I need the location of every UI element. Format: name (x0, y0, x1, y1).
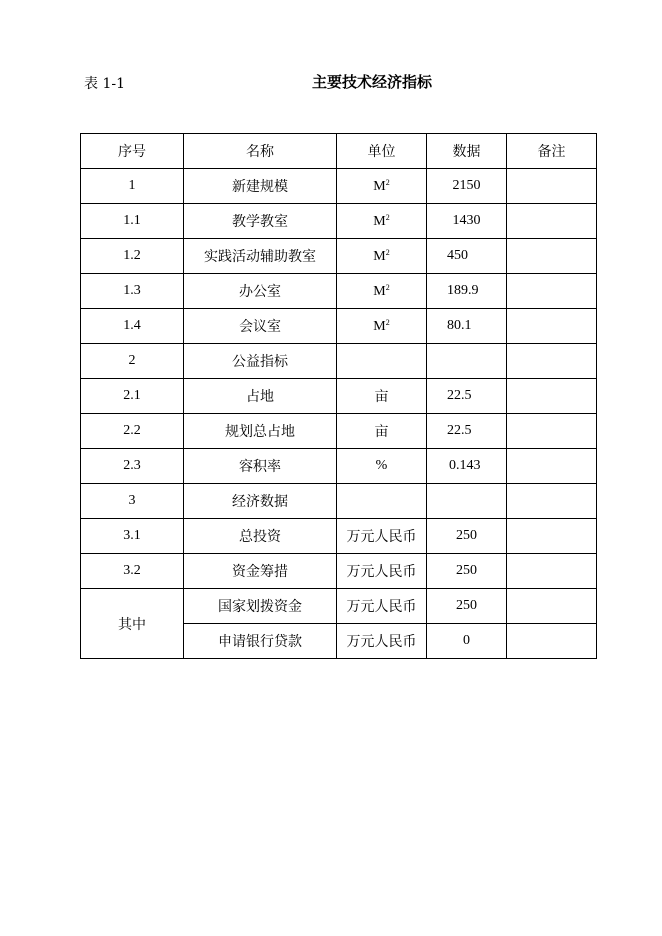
cell-no: 1.3 (81, 274, 184, 309)
cell-note (507, 169, 597, 204)
cell-unit: 亩 (337, 379, 427, 414)
cell-name: 容积率 (184, 449, 337, 484)
header-note: 备注 (507, 134, 597, 169)
header-unit: 单位 (337, 134, 427, 169)
cell-unit (337, 204, 427, 239)
unit-square-meter: $M^2$ (373, 177, 390, 194)
cell-value: 0 (427, 624, 507, 659)
cell-note (507, 484, 597, 519)
cell-name: 申请银行贷款 (184, 624, 337, 659)
cell-no: 2.2 (81, 414, 184, 449)
cell-value (427, 484, 507, 519)
cell-unit: 万元人民币 (337, 554, 427, 589)
cell-unit: 万元人民币 (337, 589, 427, 624)
cell-value: 2150 (427, 169, 507, 204)
cell-value: 22.5 (427, 414, 507, 449)
header-no: 序号 (81, 134, 184, 169)
header-row (81, 134, 597, 169)
cell-value: 450 (427, 239, 507, 274)
cell-note (507, 379, 597, 414)
cell-no: 1.1 (81, 204, 184, 239)
cell-note (507, 344, 597, 379)
cell-note (507, 274, 597, 309)
cell-value: 80.1 (427, 309, 507, 344)
unit-square-meter: $M^2$ (373, 282, 390, 299)
cell-value: 1430 (427, 204, 507, 239)
cell-no: 2.1 (81, 379, 184, 414)
cell-note (507, 554, 597, 589)
cell-no: 1.4 (81, 309, 184, 344)
table-row (81, 344, 597, 379)
cell-no: 2.3 (81, 449, 184, 484)
cell-name: 新建规模 (184, 169, 337, 204)
cell-no: 3.2 (81, 554, 184, 589)
table-number: 表 1-1 (84, 76, 125, 92)
cell-unit: 亩 (337, 414, 427, 449)
table-row (81, 519, 597, 554)
cell-value (427, 344, 507, 379)
cell-unit: 万元人民币 (337, 624, 427, 659)
cell-name: 占地 (184, 379, 337, 414)
cell-value: 250 (427, 589, 507, 624)
cell-name: 公益指标 (184, 344, 337, 379)
cell-note (507, 589, 597, 624)
table-row (81, 239, 597, 274)
cell-unit (337, 239, 427, 274)
cell-value: 250 (427, 519, 507, 554)
cell-note (507, 239, 597, 274)
cell-no: 2 (81, 344, 184, 379)
table-row (81, 204, 597, 239)
table-row (81, 589, 597, 624)
table-title: 主要技术经济指标 (312, 73, 433, 91)
cell-unit (337, 274, 427, 309)
table-row (81, 169, 597, 204)
cell-name: 办公室 (184, 274, 337, 309)
cell-value: 22.5 (427, 379, 507, 414)
cell-name: 资金筹措 (184, 554, 337, 589)
cell-name: 教学教室 (184, 204, 337, 239)
table-row (81, 379, 597, 414)
cell-note (507, 449, 597, 484)
table-row (81, 414, 597, 449)
cell-unit (337, 309, 427, 344)
table-row (81, 554, 597, 589)
cell-no: 3 (81, 484, 184, 519)
cell-unit: 万元人民币 (337, 519, 427, 554)
cell-value: 189.9 (427, 274, 507, 309)
cell-note (507, 519, 597, 554)
cell-unit (337, 344, 427, 379)
cell-unit (337, 169, 427, 204)
indicators-table (80, 133, 597, 659)
cell-note (507, 309, 597, 344)
cell-name: 实践活动辅助教室 (184, 239, 337, 274)
cell-unit: % (337, 449, 427, 484)
table-row (81, 449, 597, 484)
cell-no-merged: 其中 (81, 589, 184, 659)
cell-no: 1 (81, 169, 184, 204)
cell-note (507, 414, 597, 449)
unit-square-meter: $M^2$ (373, 317, 390, 334)
cell-name: 会议室 (184, 309, 337, 344)
cell-value: 250 (427, 554, 507, 589)
unit-square-meter: $M^2$ (373, 247, 390, 264)
cell-no: 1.2 (81, 239, 184, 274)
header-value: 数据 (427, 134, 507, 169)
cell-name: 规划总占地 (184, 414, 337, 449)
header-name: 名称 (184, 134, 337, 169)
cell-value: 0.143 (427, 449, 507, 484)
cell-name: 国家划拨资金 (184, 589, 337, 624)
cell-unit (337, 484, 427, 519)
table-row (81, 484, 597, 519)
cell-name: 总投资 (184, 519, 337, 554)
cell-name: 经济数据 (184, 484, 337, 519)
table-row (81, 309, 597, 344)
cell-note (507, 624, 597, 659)
unit-square-meter: $M^2$ (373, 212, 390, 229)
table-row (81, 274, 597, 309)
cell-no: 3.1 (81, 519, 184, 554)
cell-note (507, 204, 597, 239)
